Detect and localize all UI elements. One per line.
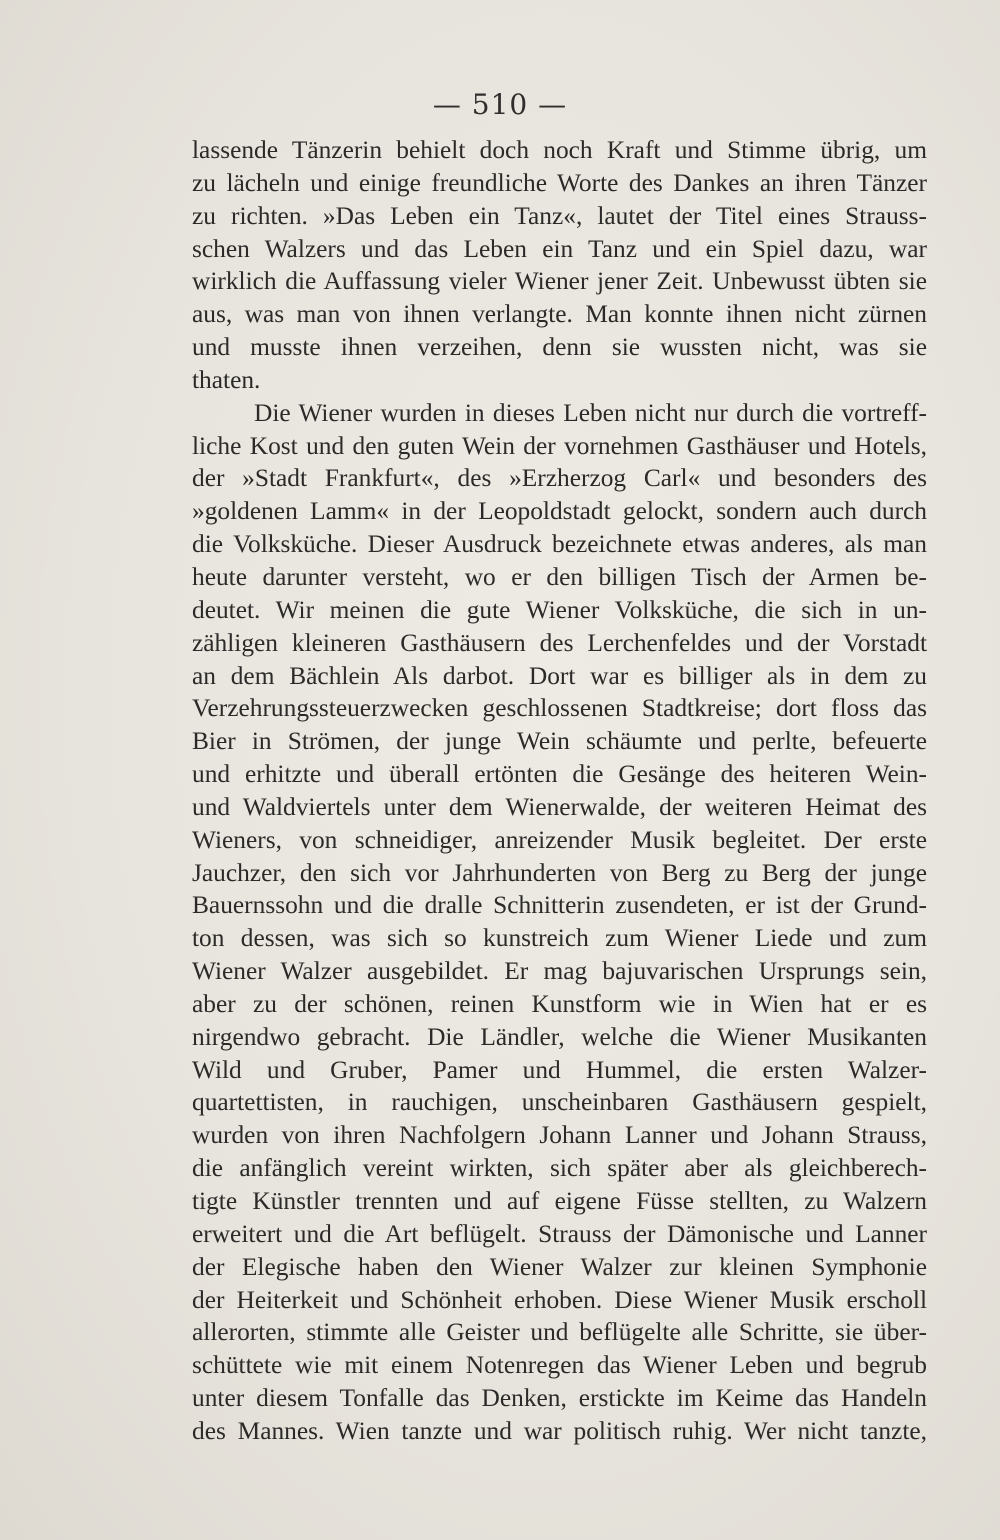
text-line: und musste ihnen verzeihen, denn sie wussten nicht, was sie xyxy=(192,333,927,362)
text-line: schen Walzers und das Leben ein Tanz und ein Spiel dazu, war xyxy=(192,234,927,263)
text-line: wurden von ihren Nachfolgern Johann Lanner und Johann Strauss, xyxy=(192,1121,927,1150)
text-line: und erhitzte und überall ertönten die Gesänge des heiteren Wein- xyxy=(192,760,927,789)
text-line: zähligen kleineren Gasthäusern des Lerchenfeldes und der Vorstadt xyxy=(192,628,927,657)
text-line: Verzehrungssteuerzwecken geschlossenen Stadtkreise; dort floss das xyxy=(192,694,927,723)
text-line: thaten. xyxy=(192,365,261,394)
text-line: der Heiterkeit und Schönheit erhoben. Diese Wiener Musik erscholl xyxy=(192,1285,927,1314)
text-line: Die Wiener wurden in dieses Leben nicht nur durch die vortreff- xyxy=(254,398,927,427)
text-line: lassende Tänzerin behielt doch noch Kraft und Stimme übrig, um xyxy=(192,136,927,164)
text-line: heute darunter versteht, wo er den billigen Tisch der Armen be- xyxy=(192,562,927,591)
text-line: deutet. Wir meinen die gute Wiener Volksküche, die sich in un- xyxy=(192,595,927,624)
text-line: Wild und Gruber, Pamer und Hummel, die ersten Walzer- xyxy=(192,1055,927,1084)
text-line: Wiener Walzer ausgebildet. Er mag bajuvarischen Ursprungs sein, xyxy=(192,957,927,986)
body-text xyxy=(192,134,927,1448)
text-line: Bier in Strömen, der junge Wein schäumte und perlte, befeuerte xyxy=(192,727,927,756)
text-line: der »Stadt Frankfurt«, des »Erzherzog Carl« und besonders des xyxy=(192,464,927,493)
text-line: schüttete wie mit einem Notenregen das Wiener Leben und begrub xyxy=(192,1351,927,1380)
text-line: nirgendwo gebracht. Die Ländler, welche die Wiener Musikanten xyxy=(192,1022,927,1051)
text-line: tigte Künstler trennten und auf eigene Füsse stellten, zu Walzern xyxy=(192,1187,927,1215)
text-line: Jauchzer, den sich vor Jahrhunderten von Berg zu Berg der junge xyxy=(192,858,927,887)
text-line: Wieners, von schneidiger, anreizender Musik begleitet. Der erste xyxy=(192,825,927,854)
text-line: liche Kost und den guten Wein der vornehmen Gasthäuser und Hotels, xyxy=(192,431,927,460)
text-line: und Waldviertels unter dem Wienerwalde, der weiteren Heimat des xyxy=(192,792,927,821)
text-line: aus, was man von ihnen verlangte. Man konnte ihnen nicht zürnen xyxy=(192,300,927,329)
text-line: die Volksküche. Dieser Ausdruck bezeichnete etwas anderes, als man xyxy=(192,530,927,559)
text-line: erweitert und die Art beflügelt. Strauss der Dämonische und Lanner xyxy=(192,1219,927,1248)
text-line: wirklich die Auffassung vieler Wiener jener Zeit. Unbewusst übten sie xyxy=(192,267,927,296)
text-line: unter diesem Tonfalle das Denken, erstickte im Keime das Handeln xyxy=(192,1384,927,1413)
text-line: allerorten, stimmte alle Geister und beflügelte alle Schritte, sie über- xyxy=(192,1318,927,1347)
text-line: ton dessen, was sich so kunstreich zum Wiener Liede und zum xyxy=(192,924,927,953)
text-line: aber zu der schönen, reinen Kunstform wie in Wien hat er es xyxy=(192,989,927,1018)
text-line: quartettisten, in rauchigen, unscheinbaren Gasthäusern gespielt, xyxy=(192,1088,927,1117)
text-line: der Elegische haben den Wiener Walzer zur kleinen Symphonie xyxy=(192,1252,927,1281)
text-line: zu lächeln und einige freundliche Worte des Dankes an ihren Tänzer xyxy=(192,168,927,197)
text-line: die anfänglich vereint wirkten, sich später aber als gleichberech- xyxy=(192,1154,927,1183)
text-line: des Mannes. Wien tanzte und war politisch ruhig. Wer nicht tanzte, xyxy=(192,1416,927,1445)
text-line: »goldenen Lamm« in der Leopoldstadt gelockt, sondern auch durch xyxy=(192,497,927,526)
text-line: zu richten. »Das Leben ein Tanz«, lautet der Titel eines Strauss- xyxy=(192,201,927,230)
text-line: an dem Bächlein Als darbot. Dort war es billiger als in dem zu xyxy=(192,661,927,690)
text-line: Bauernssohn und die dralle Schnitterin zusendeten, er ist der Grund- xyxy=(192,891,927,920)
page-number: — 510 — xyxy=(432,88,568,121)
